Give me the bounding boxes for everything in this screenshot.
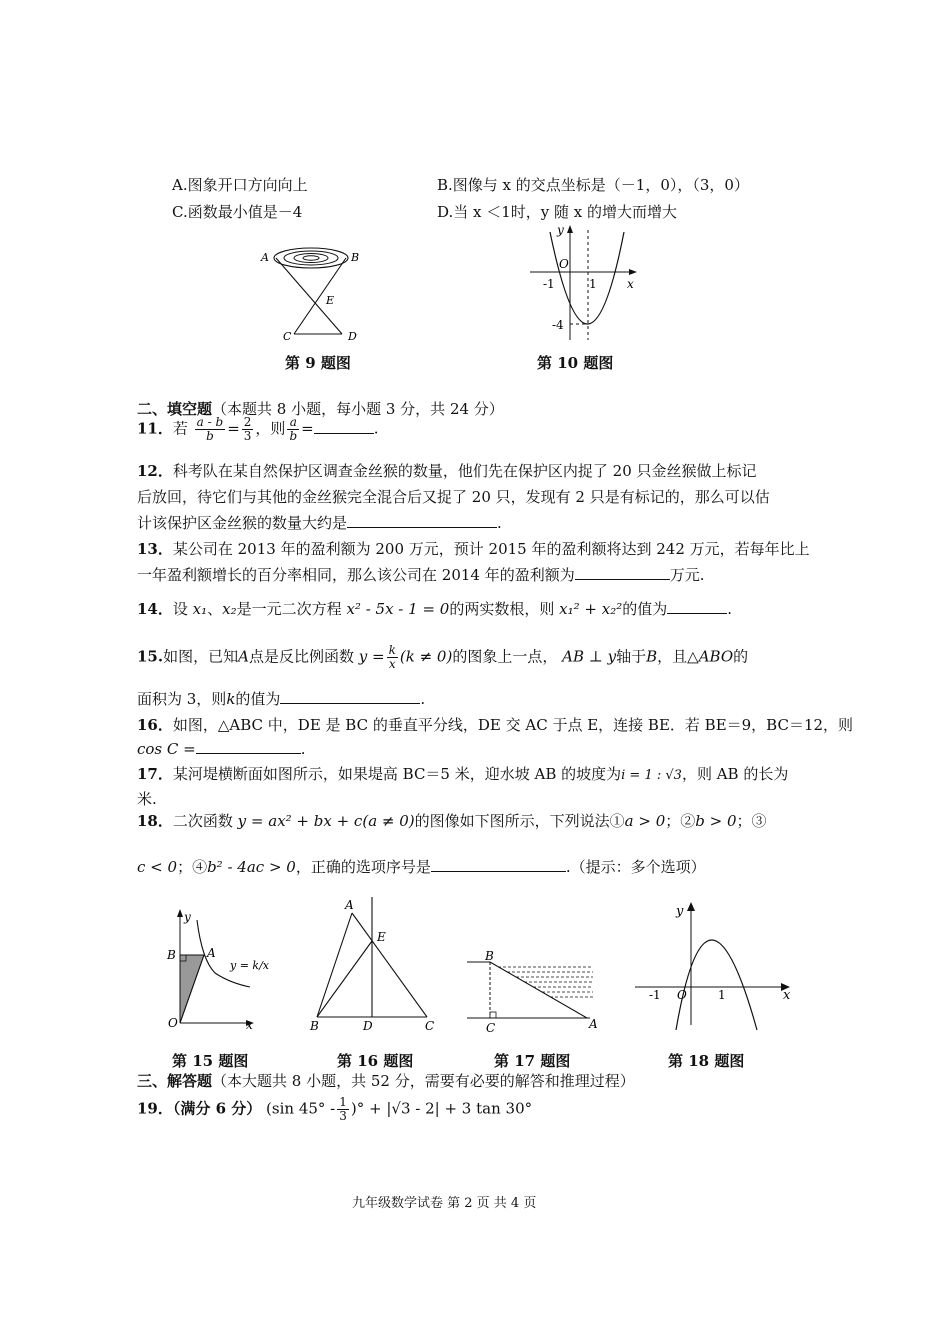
question-16-line-1: 16．如图，△ABC 中，DE 是 BC 的垂直平分线，DE 交 AC 于点 E，连接 BE．若 BE＝9，BC＝12，则 bbox=[137, 716, 854, 734]
question-16-line-2: cos C = . bbox=[137, 740, 306, 758]
q15-answer-blank[interactable] bbox=[280, 689, 420, 704]
fig16-line-ab bbox=[317, 913, 352, 1017]
q18-claim-3: c < 0 bbox=[137, 858, 178, 876]
fig16-line-be bbox=[317, 941, 372, 1017]
fig17-label-a: A bbox=[589, 1017, 598, 1031]
fig16-caption: 第 16 题图 bbox=[337, 1052, 414, 1070]
question-15-line-2: 面积为 3，则k的值为 . bbox=[137, 690, 426, 708]
q13-answer-blank[interactable] bbox=[575, 565, 670, 580]
figure-15 bbox=[160, 905, 280, 1035]
question-13-line-2: 一年盈利额增长的百分率相同，那么该公司在 2014 年的盈利额为 万元. bbox=[137, 566, 705, 584]
fig10-label-1: 1 bbox=[589, 277, 597, 291]
fig16-label-d: D bbox=[363, 1019, 373, 1033]
q12-answer-blank[interactable] bbox=[347, 513, 497, 528]
q11-fraction-2: $\frac{2}{3}$ bbox=[243, 415, 252, 443]
question-13-line-1: 13．某公司在 2013 年的盈利额为 200 万元，预计 2015 年的盈利额将达到 242 万元，若每年比上 bbox=[137, 540, 810, 558]
q18-answer-blank[interactable] bbox=[431, 857, 566, 872]
q18-claim-2: b > 0 bbox=[695, 812, 737, 830]
fig9-ellipse-4 bbox=[303, 256, 319, 260]
fig10-label-y: y bbox=[557, 223, 564, 237]
fig18-label-neg1: -1 bbox=[649, 988, 661, 1002]
question-14: 14．设 x₁、x₂是一元二次方程 x² - 5x - 1 = 0的两实数根，则 x₁² + x₂²的值为 . bbox=[137, 600, 733, 618]
fig16-label-c: C bbox=[425, 1019, 435, 1033]
fig15-label-fn: y = k/x bbox=[230, 959, 269, 972]
question-12-line-3: 计该保护区金丝猴的数量大约是 . bbox=[137, 514, 502, 532]
q15-fraction: $\frac{k}{x}$ bbox=[388, 643, 396, 671]
question-11 bbox=[137, 416, 378, 443]
fig16-label-b: B bbox=[310, 1019, 319, 1033]
section-2-title: 二、填空题 bbox=[137, 400, 213, 418]
section-3-note: （本大题共 8 小题，共 52 分，需要有必要的解答和推理过程） bbox=[212, 1072, 635, 1090]
q19-expression-b: )° + |√3 - 2| + 3 tan 30° bbox=[350, 1099, 533, 1118]
q14-equation: x² - 5x - 1 = 0 bbox=[346, 600, 450, 618]
figure-16 bbox=[305, 895, 445, 1035]
fig18-y-arrow bbox=[687, 902, 695, 911]
fig9-ellipse-3 bbox=[294, 254, 328, 263]
q11-text-3: = bbox=[301, 419, 314, 438]
fig18-caption: 第 18 题图 bbox=[668, 1052, 745, 1070]
fig15-hyperbola bbox=[197, 920, 250, 987]
q18-claim-1: a > 0 bbox=[624, 812, 666, 830]
fig10-y-arrow bbox=[567, 225, 573, 233]
section-3-title: 三、解答题 bbox=[137, 1072, 213, 1090]
option-a: A.图象开口方向向上 bbox=[172, 176, 308, 194]
question-18-line-2: c < 0；④b² - 4ac > 0，正确的选项序号是 .（提示：多个选项） bbox=[137, 858, 706, 876]
fig17-right-angle bbox=[490, 1012, 496, 1018]
fig10-label-x: x bbox=[627, 277, 634, 291]
q14-x2: x₂ bbox=[222, 600, 237, 618]
fig15-label-a: A bbox=[207, 946, 216, 960]
fig10-label-neg1: -1 bbox=[543, 277, 555, 291]
fig9-label-b: B bbox=[351, 251, 360, 264]
q11-equals: = bbox=[227, 419, 240, 438]
q11-text-1: 若 bbox=[172, 419, 188, 438]
q11-answer-blank[interactable] bbox=[314, 419, 374, 434]
section-3-heading bbox=[137, 1070, 635, 1091]
fig15-label-o: O bbox=[168, 1016, 178, 1030]
fig15-label-b: B bbox=[167, 948, 176, 962]
figure-17 bbox=[465, 950, 605, 1035]
section-2-note: （本题共 8 小题，每小题 3 分，共 24 分） bbox=[212, 400, 504, 418]
q14-answer-blank[interactable] bbox=[667, 599, 727, 614]
question-17-line-2: 米. bbox=[137, 790, 157, 808]
option-d: D.当 x ＜1时，y 随 x 的增大而增大 bbox=[437, 203, 678, 221]
q19-fraction: $\frac{1}{3}$ bbox=[339, 1095, 347, 1123]
fig9-label-c: C bbox=[283, 330, 292, 343]
fig9-label-d: D bbox=[348, 330, 357, 343]
fig18-label-x: x bbox=[783, 988, 791, 1003]
question-19: 19．（满分 6 分） (sin 45° - $\frac{1}{3}$ )° + |√3 - 2| + 3 tan 30° bbox=[137, 1095, 533, 1123]
q18-claim-4: b² - 4ac > 0 bbox=[207, 858, 296, 876]
fig16-label-a: A bbox=[345, 898, 354, 912]
question-17-line-1: 17．某河堤横断面如图所示，如果堤高 BC＝5 米，迎水坡 AB 的坡度为i = 1 : √3，则 AB 的长为 bbox=[137, 765, 789, 783]
figure-9 bbox=[258, 236, 368, 346]
fig15-y-arrow bbox=[177, 909, 183, 917]
fig10-label-o: O bbox=[559, 257, 569, 271]
fig18-label-o: O bbox=[677, 988, 687, 1002]
q19-expression-a: (sin 45° - bbox=[266, 1099, 336, 1118]
fig18-label-y: y bbox=[676, 904, 684, 919]
q11-fraction-3: $\frac{a}{b}$ bbox=[289, 415, 298, 443]
q11-fraction-1: $\frac{a - b}{b}$ bbox=[196, 415, 224, 443]
q14-x1: x₁ bbox=[192, 600, 208, 618]
q11-text-2: ，则 bbox=[255, 419, 286, 438]
fig10-x-arrow bbox=[629, 269, 637, 275]
fig18-label-1: 1 bbox=[718, 988, 726, 1002]
q11-number: 11． bbox=[137, 419, 173, 438]
q16-answer-blank[interactable] bbox=[196, 739, 301, 754]
fig9-line-bc bbox=[294, 258, 346, 334]
question-18-line-1: 18．二次函数 y = ax² + bx + c(a ≠ 0)的图像如下图所示，下列说法①a > 0；②b > 0；③ bbox=[137, 812, 767, 830]
fig10-caption: 第 10 题图 bbox=[537, 354, 614, 372]
fig9-caption: 第 9 题图 bbox=[285, 354, 351, 372]
fig16-label-e: E bbox=[377, 930, 386, 944]
fig15-caption: 第 15 题图 bbox=[172, 1052, 249, 1070]
fig10-label-neg4: -4 bbox=[552, 318, 564, 332]
question-15-line-1: 15.如图，已知A点是反比例函数 y = $\frac{k}{x}$ (k ≠ 0)的图象上一点， AB ⊥ y轴于B，且△ABO的 bbox=[137, 643, 749, 671]
fig17-slope-ab bbox=[490, 962, 587, 1018]
question-12-line-2: 后放回，待它们与其他的金丝猴完全混合后又捉了 20 只，发现有 2 只是有标记的，那么可以估 bbox=[137, 488, 770, 506]
option-b: B.图像与 x 的交点坐标是（－1，0），（3，0） bbox=[437, 176, 749, 194]
question-12-line-1: 12．科考队在某自然保护区调查金丝猴的数量，他们先在保护区内捉了 20 只金丝猴做上标记 bbox=[137, 462, 757, 480]
fig15-label-x: x bbox=[246, 1018, 253, 1032]
q11-end: . bbox=[373, 419, 379, 438]
fig17-label-b: B bbox=[485, 950, 494, 963]
figure-18 bbox=[630, 895, 800, 1035]
fig9-label-e: E bbox=[326, 294, 335, 307]
figure-10 bbox=[525, 220, 645, 345]
page-footer: 九年级数学试卷 第 2 页 共 4 页 bbox=[352, 1196, 537, 1211]
fig15-label-y: y bbox=[184, 910, 191, 924]
fig10-parabola bbox=[550, 232, 624, 324]
q18-function: y = ax² + bx + c(a ≠ 0) bbox=[237, 812, 415, 830]
option-c: C.函数最小值是－4 bbox=[172, 203, 303, 221]
fig16-line-ac bbox=[352, 913, 427, 1017]
fig17-label-c: C bbox=[486, 1021, 496, 1035]
fig18-parabola bbox=[676, 940, 757, 1030]
fig17-caption: 第 17 题图 bbox=[494, 1052, 571, 1070]
q14-expression: x₁² + x₂² bbox=[559, 600, 623, 618]
fig9-label-a: A bbox=[261, 251, 269, 264]
